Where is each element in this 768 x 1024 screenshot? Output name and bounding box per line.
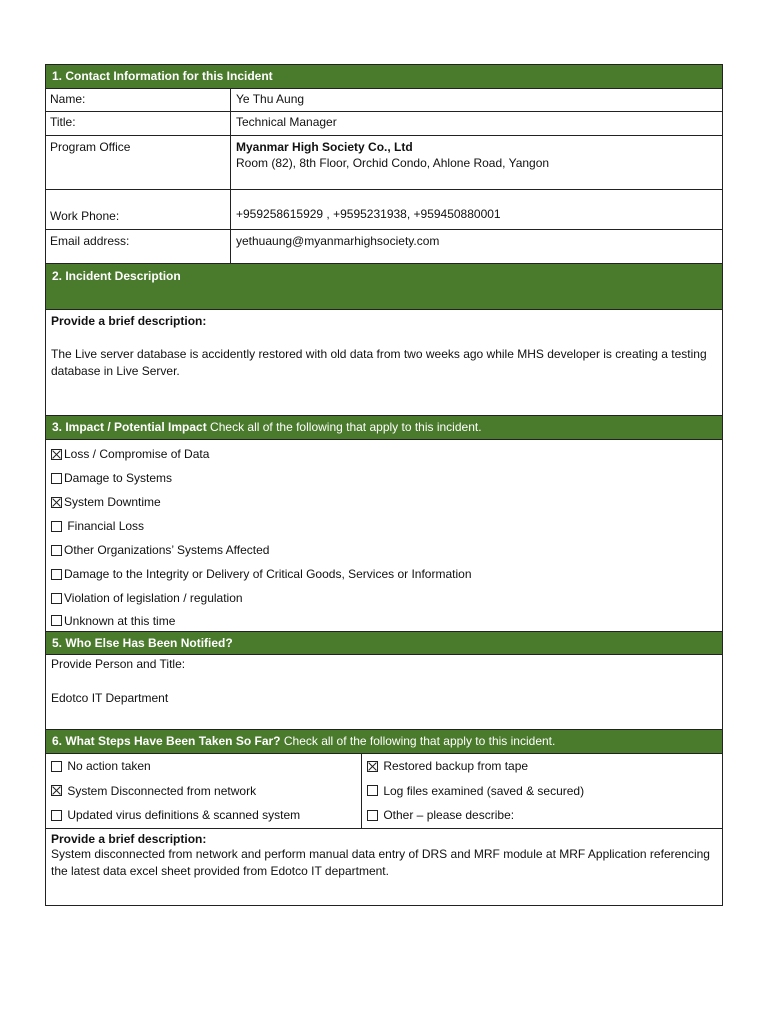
office-row (46, 136, 722, 190)
office-company: Myanmar High Society Co., Ltd (236, 140, 413, 154)
step-other[interactable]: Other – please describe: (362, 803, 722, 828)
title-label: Title: (46, 112, 231, 135)
checkbox-checked-icon[interactable] (51, 785, 62, 796)
impact-item-legislation[interactable]: Violation of legislation / regulation (46, 586, 722, 610)
email-label: Email address: (46, 230, 231, 263)
checkbox-icon[interactable] (51, 569, 62, 580)
checkbox-checked-icon[interactable] (367, 761, 378, 772)
checkbox-icon[interactable] (367, 810, 378, 821)
name-value[interactable]: Ye Thu Aung (236, 92, 305, 106)
checkbox-icon[interactable] (51, 761, 62, 772)
impact-item-financial[interactable]: Financial Loss (46, 514, 722, 538)
impact-list (46, 440, 722, 631)
step-virus-scan[interactable]: Updated virus definitions & scanned system (46, 803, 361, 828)
section5-prompt: Provide Person and Title: (51, 657, 186, 671)
incident-form (45, 64, 723, 906)
impact-item-integrity[interactable]: Damage to the Integrity or Delivery of Critical Goods, Services or Information (46, 562, 722, 586)
step-disconnected[interactable]: System Disconnected from network (46, 779, 361, 804)
checkbox-icon[interactable] (51, 473, 62, 484)
impact-item-other-orgs[interactable]: Other Organizations’ Systems Affected (46, 538, 722, 562)
checkbox-checked-icon[interactable] (51, 497, 62, 508)
impact-item-loss[interactable]: Loss / Compromise of Data (46, 442, 722, 466)
email-value[interactable]: yethuaung@myanmarhighsociety.com (236, 234, 440, 248)
name-label: Name: (46, 89, 231, 111)
title-row (46, 112, 722, 136)
steps-grid (46, 754, 722, 829)
checkbox-icon[interactable] (51, 521, 62, 532)
section2-body (46, 310, 722, 416)
section6-title: 6. What Steps Have Been Taken So Far? (52, 734, 281, 748)
section2-description[interactable]: The Live server database is accidently restored with old data from two weeks ago while MHS developer is creating a testing database in Live Server. (51, 347, 707, 378)
office-value[interactable] (231, 136, 722, 189)
section3-title: 3. Impact / Potential Impact (52, 420, 207, 434)
checkbox-icon[interactable] (51, 593, 62, 604)
office-address: Room (82), 8th Floor, Orchid Condo, Ahlone Road, Yangon (236, 156, 550, 170)
checkbox-icon[interactable] (51, 545, 62, 556)
office-label: Program Office (46, 136, 231, 189)
phone-value[interactable]: +959258615929 , +9595231938, +959450880001 (236, 207, 501, 221)
step-no-action[interactable]: No action taken (46, 754, 361, 779)
section5-header: 5. Who Else Has Been Notified? (46, 631, 722, 655)
section1-header: 1. Contact Information for this Incident (46, 65, 722, 89)
email-row (46, 230, 722, 264)
impact-item-damage-systems[interactable]: Damage to Systems (46, 466, 722, 490)
section6-description[interactable]: System disconnected from network and perform manual data entry of DRS and MRF module at MRF Application referencing the latest data excel sheet provided from Edotco IT department. (51, 846, 710, 878)
name-row (46, 89, 722, 112)
phone-label: Work Phone: (46, 190, 231, 229)
section2-prompt: Provide a brief description: (51, 314, 207, 328)
impact-item-downtime[interactable]: System Downtime (46, 490, 722, 514)
steps-right-column (362, 754, 722, 828)
section3-header (46, 416, 722, 440)
steps-left-column (46, 754, 362, 828)
section6-instruction: Check all of the following that apply to this incident. (280, 734, 556, 748)
checkbox-icon[interactable] (367, 785, 378, 796)
checkbox-icon[interactable] (51, 810, 62, 821)
section3-instruction: Check all of the following that apply to this incident. (206, 420, 482, 434)
impact-item-unknown[interactable]: Unknown at this time (46, 610, 722, 631)
checkbox-checked-icon[interactable] (51, 449, 62, 460)
section5-value[interactable]: Edotco IT Department (51, 691, 169, 705)
step-restored-backup[interactable]: Restored backup from tape (362, 754, 722, 779)
step-log-files[interactable]: Log files examined (saved & secured) (362, 779, 722, 804)
section5-body (46, 655, 722, 730)
title-value[interactable]: Technical Manager (236, 115, 337, 129)
phone-row (46, 190, 722, 230)
section2-header: 2. Incident Description (46, 264, 722, 310)
section6-body (46, 829, 722, 905)
checkbox-icon[interactable] (51, 615, 62, 626)
section6-prompt: Provide a brief description: (51, 831, 207, 846)
section6-header (46, 730, 722, 754)
